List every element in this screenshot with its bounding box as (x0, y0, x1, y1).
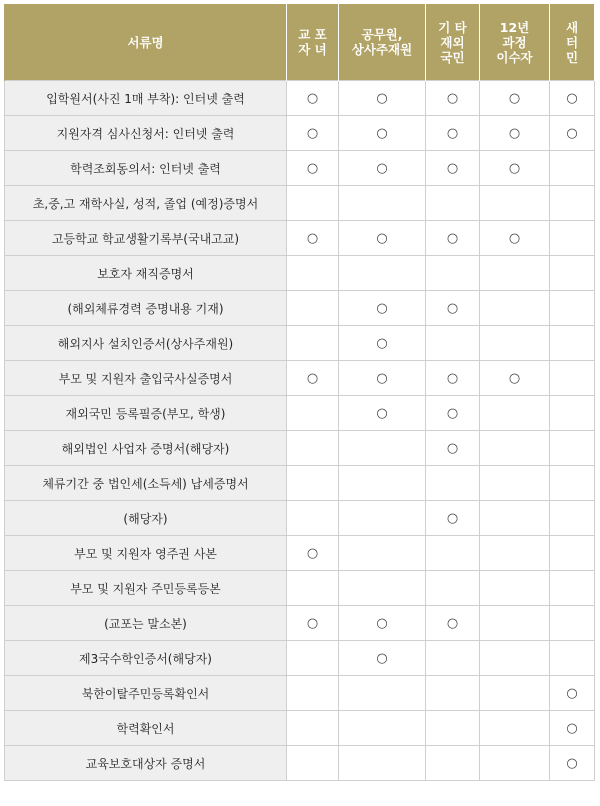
document-name-cell: 부모 및 지원자 출입국사실증명서 (5, 361, 287, 396)
required-mark: ○ (508, 370, 521, 386)
requirement-cell (426, 711, 480, 746)
document-name-cell: (교포는 말소본) (5, 606, 287, 641)
requirement-cell (426, 291, 480, 326)
requirement-cell (426, 606, 480, 641)
requirement-cell (426, 396, 480, 431)
required-mark: ○ (446, 370, 459, 386)
table-row (5, 676, 595, 711)
required-mark: ○ (306, 125, 319, 141)
requirement-cell (339, 571, 426, 606)
requirement-cell (339, 396, 426, 431)
requirement-cell (550, 536, 595, 571)
required-mark: ○ (306, 545, 319, 561)
requirement-cell (480, 466, 550, 501)
requirement-cell (480, 606, 550, 641)
required-mark: ○ (376, 125, 388, 141)
required-mark: ○ (566, 90, 578, 106)
requirement-cell (426, 151, 480, 186)
required-mark: ○ (446, 230, 459, 246)
table-row (5, 466, 595, 501)
requirement-cell (287, 431, 339, 466)
required-mark: ○ (508, 125, 521, 141)
column-header: 12년 과정 이수자 (480, 4, 550, 81)
requirement-cell (339, 116, 426, 151)
required-mark: ○ (376, 160, 388, 176)
requirement-cell (480, 116, 550, 151)
document-name-cell: 보호자 재직증명서 (5, 256, 287, 291)
required-mark: ○ (446, 440, 459, 456)
requirement-cell (480, 501, 550, 536)
required-mark: ○ (446, 510, 459, 526)
requirement-cell (339, 361, 426, 396)
requirement-cell (550, 501, 595, 536)
document-name-cell: 북한이탈주민등록확인서 (5, 676, 287, 711)
requirement-cell (480, 221, 550, 256)
requirement-cell (426, 221, 480, 256)
requirement-cell (550, 711, 595, 746)
requirement-cell (287, 361, 339, 396)
required-mark: ○ (566, 755, 578, 771)
requirement-cell (339, 746, 426, 781)
table-row (5, 536, 595, 571)
required-mark: ○ (446, 125, 459, 141)
requirement-cell (339, 641, 426, 676)
requirement-cell (550, 291, 595, 326)
requirement-cell (426, 466, 480, 501)
requirement-cell (339, 151, 426, 186)
document-name-cell: 부모 및 지원자 주민등록등본 (5, 571, 287, 606)
requirement-cell (287, 116, 339, 151)
requirement-cell (287, 151, 339, 186)
requirement-cell (426, 186, 480, 221)
table-row (5, 116, 595, 151)
requirement-cell (426, 536, 480, 571)
requirement-cell (339, 256, 426, 291)
required-mark: ○ (306, 615, 319, 631)
requirement-cell (426, 431, 480, 466)
document-name-cell: 학력조회동의서: 인터넷 출력 (5, 151, 287, 186)
required-mark: ○ (376, 230, 388, 246)
table-header (5, 4, 595, 81)
required-mark: ○ (376, 370, 388, 386)
requirement-cell (480, 151, 550, 186)
table-body (5, 81, 595, 781)
required-mark: ○ (376, 300, 388, 316)
requirement-cell (287, 501, 339, 536)
table-row (5, 361, 595, 396)
table-row (5, 641, 595, 676)
document-name-cell: 재외국민 등록필증(부모, 학생) (5, 396, 287, 431)
table-row (5, 431, 595, 466)
requirement-cell (426, 746, 480, 781)
required-mark: ○ (508, 160, 521, 176)
required-mark: ○ (508, 230, 521, 246)
requirement-cell (550, 151, 595, 186)
requirement-cell (480, 571, 550, 606)
required-mark: ○ (306, 160, 319, 176)
document-name-cell: 고등학교 학교생활기록부(국내고교) (5, 221, 287, 256)
table-row (5, 396, 595, 431)
table-row (5, 326, 595, 361)
requirement-cell (480, 291, 550, 326)
requirement-cell (550, 116, 595, 151)
requirement-cell (339, 326, 426, 361)
requirement-cell (426, 81, 480, 116)
requirement-cell (550, 746, 595, 781)
requirement-cell (339, 536, 426, 571)
requirement-cell (480, 396, 550, 431)
requirement-cell (480, 431, 550, 466)
required-mark: ○ (446, 615, 459, 631)
table-row (5, 151, 595, 186)
column-header: 교 포 자 녀 (287, 4, 339, 81)
requirement-cell (550, 676, 595, 711)
requirement-cell (287, 466, 339, 501)
requirement-cell (287, 571, 339, 606)
table-row (5, 221, 595, 256)
table-row (5, 291, 595, 326)
document-name-cell: 지원자격 심사신청서: 인터넷 출력 (5, 116, 287, 151)
document-name-cell: (해당자) (5, 501, 287, 536)
document-name-cell: 교육보호대상자 증명서 (5, 746, 287, 781)
table-row (5, 256, 595, 291)
required-mark: ○ (376, 650, 388, 666)
requirement-cell (339, 606, 426, 641)
requirement-cell (339, 291, 426, 326)
requirement-cell (426, 676, 480, 711)
requirement-cell (426, 641, 480, 676)
column-header: 새 터 민 (550, 4, 595, 81)
requirement-cell (287, 221, 339, 256)
document-name-cell: 학력확인서 (5, 711, 287, 746)
requirement-cell (550, 431, 595, 466)
requirement-cell (426, 256, 480, 291)
requirement-cell (480, 326, 550, 361)
requirement-cell (550, 466, 595, 501)
column-header: 공무원, 상사주재원 (339, 4, 426, 81)
requirement-cell (287, 746, 339, 781)
document-name-cell: 입학원서(사진 1매 부착): 인터넷 출력 (5, 81, 287, 116)
required-mark: ○ (306, 90, 319, 106)
requirement-cell (426, 571, 480, 606)
requirement-cell (287, 256, 339, 291)
requirement-cell (550, 361, 595, 396)
requirement-cell (550, 186, 595, 221)
required-mark: ○ (566, 125, 578, 141)
document-name-cell: 체류기간 중 법인세(소득세) 납세증명서 (5, 466, 287, 501)
requirement-cell (287, 536, 339, 571)
requirement-cell (550, 326, 595, 361)
requirement-cell (339, 676, 426, 711)
header-row (5, 4, 595, 81)
requirement-cell (550, 571, 595, 606)
requirement-cell (480, 536, 550, 571)
required-mark: ○ (566, 720, 578, 736)
document-name-cell: 해외법인 사업자 증명서(해당자) (5, 431, 287, 466)
requirement-cell (480, 676, 550, 711)
requirement-cell (339, 186, 426, 221)
required-mark: ○ (306, 370, 319, 386)
requirement-cell (426, 116, 480, 151)
requirement-cell (480, 256, 550, 291)
required-mark: ○ (446, 90, 459, 106)
column-header: 서류명 (5, 4, 287, 81)
requirement-cell (339, 81, 426, 116)
requirement-cell (287, 326, 339, 361)
document-name-cell: 해외지사 설치인증서(상사주재원) (5, 326, 287, 361)
table-row (5, 746, 595, 781)
requirement-cell (287, 81, 339, 116)
table-row (5, 501, 595, 536)
document-table (4, 4, 595, 781)
requirement-cell (339, 466, 426, 501)
requirement-cell (550, 606, 595, 641)
requirement-cell (550, 396, 595, 431)
requirement-cell (550, 256, 595, 291)
requirement-cell (480, 746, 550, 781)
requirement-cell (287, 186, 339, 221)
requirement-cell (287, 291, 339, 326)
requirement-cell (339, 221, 426, 256)
requirement-cell (287, 641, 339, 676)
requirement-cell (480, 641, 550, 676)
requirement-cell (339, 711, 426, 746)
table-row (5, 186, 595, 221)
document-name-cell: 제3국수학인증서(해당자) (5, 641, 287, 676)
table-row (5, 711, 595, 746)
required-mark: ○ (446, 405, 459, 421)
requirement-cell (426, 361, 480, 396)
requirement-cell (550, 221, 595, 256)
table-row (5, 571, 595, 606)
required-mark: ○ (446, 300, 459, 316)
required-mark: ○ (376, 615, 388, 631)
column-header: 기 타 재외 국민 (426, 4, 480, 81)
requirement-cell (480, 361, 550, 396)
required-mark: ○ (376, 335, 388, 351)
required-mark: ○ (508, 90, 521, 106)
document-name-cell: 초,중,고 재학사실, 성적, 졸업 (예정)증명서 (5, 186, 287, 221)
required-mark: ○ (566, 685, 578, 701)
requirement-cell (287, 676, 339, 711)
requirement-cell (287, 396, 339, 431)
requirement-cell (426, 501, 480, 536)
table-row (5, 81, 595, 116)
requirement-cell (287, 711, 339, 746)
requirement-cell (550, 81, 595, 116)
requirement-cell (426, 326, 480, 361)
table-row (5, 606, 595, 641)
required-mark: ○ (376, 90, 388, 106)
requirement-cell (480, 711, 550, 746)
document-name-cell: 부모 및 지원자 영주권 사본 (5, 536, 287, 571)
required-mark: ○ (376, 405, 388, 421)
document-name-cell: (해외체류경력 증명내용 기재) (5, 291, 287, 326)
required-mark: ○ (446, 160, 459, 176)
requirement-cell (480, 81, 550, 116)
requirement-cell (339, 501, 426, 536)
requirement-cell (287, 606, 339, 641)
requirement-cell (550, 641, 595, 676)
requirement-cell (339, 431, 426, 466)
requirement-cell (480, 186, 550, 221)
required-mark: ○ (306, 230, 319, 246)
